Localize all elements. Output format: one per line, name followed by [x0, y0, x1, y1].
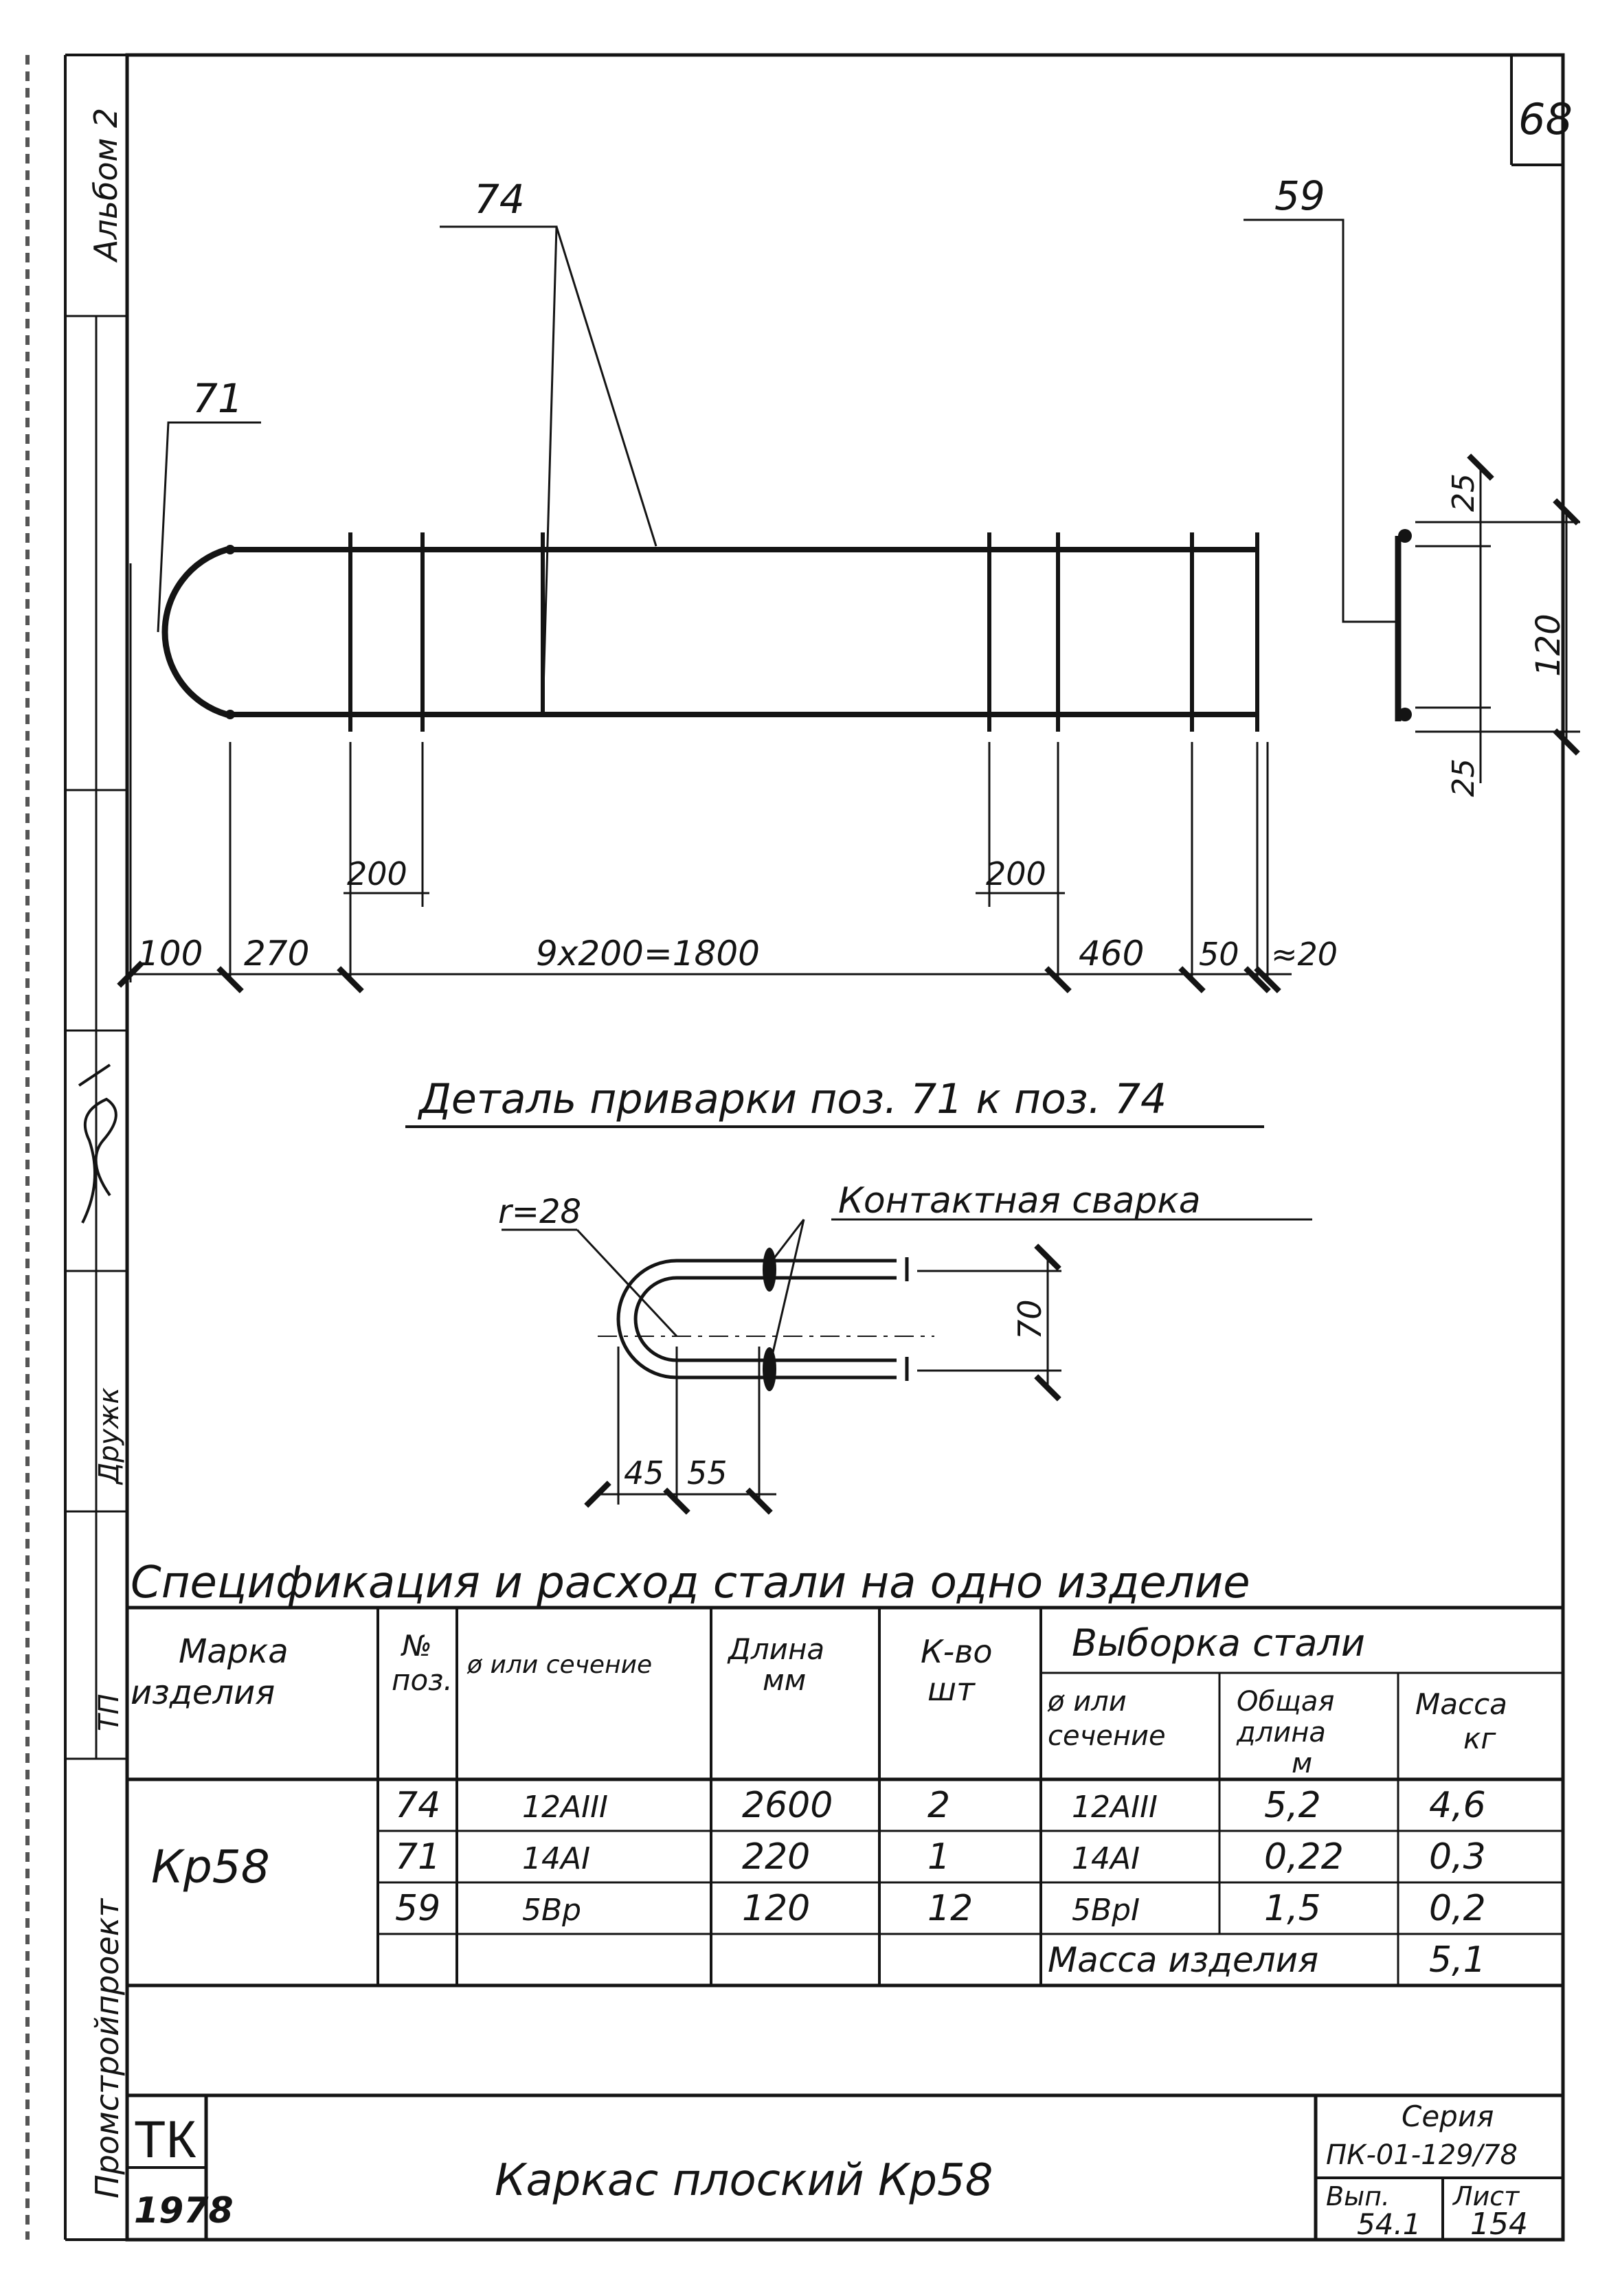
svg-text:5ВрI: 5ВрI	[1072, 1893, 1140, 1928]
dim-25-bottom: 25	[1446, 758, 1481, 797]
dim-25-top: 25	[1446, 473, 1481, 512]
svg-text:0,3: 0,3	[1429, 1836, 1486, 1878]
svg-text:2600: 2600	[742, 1785, 833, 1826]
pos-74-label: 74	[474, 176, 525, 223]
bent-bar-71	[165, 550, 230, 714]
pos-71-label: 71	[192, 375, 243, 422]
developer-label: Промстройпроект	[89, 1898, 126, 2198]
svg-text:14AI: 14AI	[522, 1841, 591, 1876]
header-pos: № поз.	[392, 1629, 453, 1697]
year: 1978	[134, 2190, 234, 2231]
svg-text:120: 120	[742, 1888, 811, 1929]
header-section: ø или сечение	[467, 1651, 653, 1679]
header-selection: Выборка стали	[1072, 1621, 1366, 1665]
album-label: Альбом 2	[87, 107, 124, 261]
side-view-59	[1244, 220, 1580, 783]
detail-radius: r=28	[498, 1193, 582, 1231]
header-mass: Масса кг	[1415, 1687, 1507, 1755]
product-title: Каркас плоский Кр58	[495, 2155, 993, 2206]
series-label: Серия	[1402, 2100, 1494, 2133]
svg-text:220: 220	[742, 1836, 811, 1878]
sheet-number: 68	[1518, 94, 1573, 144]
svg-text:1,5: 1,5	[1264, 1888, 1321, 1929]
dim-100: 100	[137, 934, 203, 973]
svg-text:2: 2	[927, 1785, 951, 1826]
svg-text:12AIII: 12AIII	[1072, 1790, 1158, 1825]
header-qty: К-во шт	[921, 1633, 993, 1708]
org-code: ТК	[134, 2111, 196, 2169]
dim-70: 70	[1011, 1299, 1048, 1340]
signature-name: Дружк	[93, 1387, 125, 1484]
header-total-length: Общая длина м	[1237, 1686, 1335, 1779]
tp-label: ТП	[93, 1693, 125, 1731]
table-row-74	[395, 1785, 1486, 1826]
svg-text:74: 74	[395, 1785, 441, 1826]
dim-55: 55	[687, 1454, 728, 1492]
table-row-59	[395, 1888, 1486, 1929]
svg-text:59: 59	[395, 1888, 441, 1929]
total-mass-value: 5,1	[1429, 1939, 1486, 1981]
dim-45: 45	[624, 1454, 664, 1492]
frame-drawing	[131, 227, 1268, 982]
issue-label: Вып.	[1326, 2181, 1390, 2211]
dim-460: 460	[1079, 934, 1145, 973]
dim-200-left: 200	[347, 855, 407, 892]
sheet-label: Лист	[1453, 2181, 1520, 2211]
dim-120: 120	[1529, 614, 1568, 677]
table-row-71	[395, 1836, 1486, 1878]
header-sel-section: ø или сечение	[1048, 1686, 1166, 1752]
detail-title: Деталь приварки поз. 71 к поз. 74	[419, 1075, 1167, 1123]
spec-table	[127, 1608, 1563, 2095]
series-value: ПК-01-129/78	[1326, 2139, 1518, 2171]
signature-mark	[79, 1065, 116, 1223]
svg-text:5,2: 5,2	[1264, 1785, 1321, 1826]
svg-text:14AI: 14AI	[1072, 1841, 1140, 1876]
issue-value: 54.1	[1357, 2207, 1421, 2241]
dim-200-right: 200	[986, 855, 1046, 892]
pos-59-label: 59	[1274, 172, 1325, 219]
cross-bars-59	[350, 532, 1257, 732]
svg-text:5Вр: 5Вр	[522, 1893, 582, 1928]
svg-text:12: 12	[927, 1888, 974, 1929]
svg-text:12AIII: 12AIII	[522, 1790, 609, 1825]
header-length: Длина мм	[728, 1632, 825, 1697]
product-mark: Кр58	[151, 1841, 270, 1893]
sheet-value: 154	[1470, 2207, 1528, 2242]
spec-title: Спецификация и расход стали на одно изделие	[131, 1557, 1250, 1608]
dim-270: 270	[244, 934, 310, 973]
svg-text:0,2: 0,2	[1429, 1888, 1486, 1929]
dim-20: ≈20	[1271, 936, 1338, 973]
weld-detail	[502, 1219, 1061, 1505]
dim-50: 50	[1199, 936, 1239, 973]
dim-9x200: 9x200=1800	[536, 934, 760, 973]
svg-text:1: 1	[927, 1836, 951, 1878]
svg-text:0,22: 0,22	[1264, 1836, 1344, 1878]
header-mark: Марка изделия	[131, 1632, 289, 1712]
total-mass-label: Масса изделия	[1048, 1940, 1319, 1980]
weld-note: Контактная сварка	[838, 1180, 1201, 1222]
svg-text:4,6: 4,6	[1429, 1785, 1486, 1826]
svg-text:71: 71	[395, 1836, 441, 1878]
